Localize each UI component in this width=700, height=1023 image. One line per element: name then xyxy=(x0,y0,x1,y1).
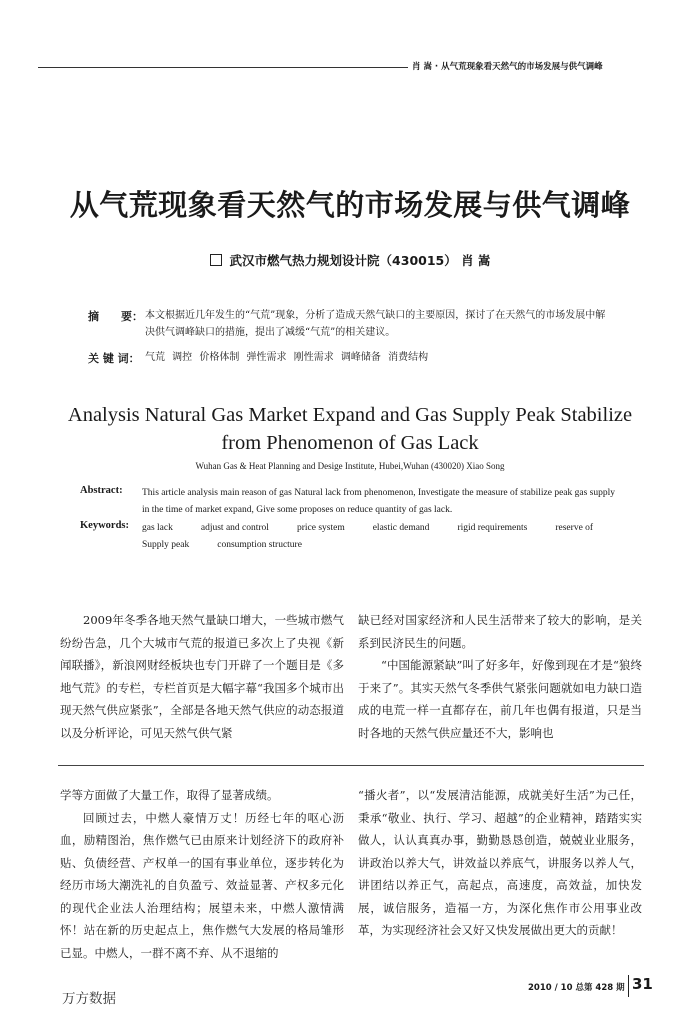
abstract-zh-label: 摘 要： xyxy=(88,310,143,323)
watermark: 万方数据 xyxy=(62,991,116,1007)
paragraph: 回顾过去，中燃人豪情万丈！历经七年的呕心沥血，励精图治，焦作燃气已由原来计划经济下的政府补贴、负债经营、产权单一的国有事业单位，逐步转化为经历市场大潮洗礼的自负盈亏、效益显著、产权多元化的现代企业法人治理结构；展望未来，中燃人激情满怀！站在新的历史起点上，焦作燃气大发展的格局雏形已显。中燃人，一群不离不弃、从不退缩的 xyxy=(60,810,344,960)
keyword-en: rigid requirements xyxy=(457,523,528,533)
running-header: 肖 嵩 · 从气荒现象看天然气的市场发展与供气调峰 xyxy=(412,62,603,72)
title-en-line2: from Phenomenon of Gas Lack xyxy=(221,432,479,454)
keyword-en: gas lack xyxy=(142,523,173,533)
keyword-en: consumption structure xyxy=(217,540,302,550)
author-zh-text: 武汉市燃气热力规划设计院（430015） 肖 嵩 xyxy=(229,253,491,268)
keyword-en: elastic demand xyxy=(372,523,430,533)
body-column-right-bottom xyxy=(358,784,642,942)
body-column-left-top xyxy=(60,609,344,744)
paragraph: 缺已经对国家经济和人民生活带来了较大的影响，是关系到民济民生的问题。 xyxy=(358,613,642,650)
article-title-zh: 从气荒现象看天然气的市场发展与供气调峰 xyxy=(69,188,631,222)
paragraph: 2009年冬季各地天然气量缺口增大，一些城市燃气纷纷告急，几个大城市气荒的报道已多次上了央视《新闻联播》，新浪网财经板块也专门开辟了一个题目是《多地气荒》的专栏，专栏首页是大幅字幕“我国多个城市出现天然气供应紧张”，全部是各地天然气供应的动态报道以及分析评论，可见天然气供气紧 xyxy=(60,613,344,740)
article-title-en xyxy=(0,401,700,457)
body-column-left-bottom xyxy=(60,784,344,964)
header-rule xyxy=(38,67,408,68)
square-marker-icon xyxy=(210,254,222,266)
author-affiliation-zh xyxy=(0,251,700,269)
paragraph: “播火者”，以“发展清洁能源，成就美好生活”为己任，秉承“敬业、执行、学习、超越”的企业精神，踏踏实实做人，认认真真办事，勤勤恳恳创造，兢兢业业服务，讲政治以养大气，讲效益以养底气，讲服务以养人气，讲团结以养正气，高起点，高速度，高效益，加快发展，诚信服务，造福一方，为深化焦作市公用事业改革，为实现经济社会又好又快发展做出更大的贡献！ xyxy=(358,788,642,937)
keyword-en: reserve of Supply peak xyxy=(142,523,594,550)
body-column-right-top xyxy=(358,609,642,744)
keywords-en-list xyxy=(142,520,620,554)
abstract-en-label: Abstract: xyxy=(80,485,123,496)
keywords-zh-text: 气荒 调控 价格体制 弹性需求 刚性需求 调峰储备 消费结构 xyxy=(145,352,429,363)
keyword-en: adjust and control xyxy=(200,523,269,533)
footer-rule xyxy=(628,975,629,997)
keywords-zh-label: 关 键 词： xyxy=(88,352,140,365)
abstract-en-text: This article analysis main reason of gas Natural lack from phenomenon, Investigate the measure of stabilize peak gas supply in the time of market expand, Give some proposes on reduce quantity of gas lack. xyxy=(142,488,616,515)
issue-info: 2010 / 10 总第 428 期 xyxy=(528,983,625,993)
page-number: 31 xyxy=(632,975,653,993)
keyword-en: price system xyxy=(296,523,345,533)
keywords-en-label: Keywords: xyxy=(80,520,129,531)
title-en-line1: Analysis Natural Gas Market Expand and Gas Supply Peak Stabilize xyxy=(67,404,633,426)
abstract-zh-text: 本文根据近几年发生的“气荒”现象，分析了造成天然气缺口的主要原因，探讨了在天然气的市场发展中解决供气调峰缺口的措施，提出了减缓“气荒”的相关建议。 xyxy=(145,310,606,338)
paragraph: “中国能源紧缺”叫了好多年，好像到现在才是“狼终于来了”。其实天然气冬季供气紧张问题就如电力缺口造成的电荒一样一直都存在，前几年也偶有报道，只是当时各地的天然气供应量还不大，影响也 xyxy=(358,658,642,740)
author-affiliation-en: Wuhan Gas & Heat Planning and Desige Institute, Hubei,Wuhan (430020) Xiao Song xyxy=(195,461,505,471)
paragraph: 学等方面做了大量工作，取得了显著成绩。 xyxy=(60,788,279,802)
section-divider xyxy=(58,765,644,766)
